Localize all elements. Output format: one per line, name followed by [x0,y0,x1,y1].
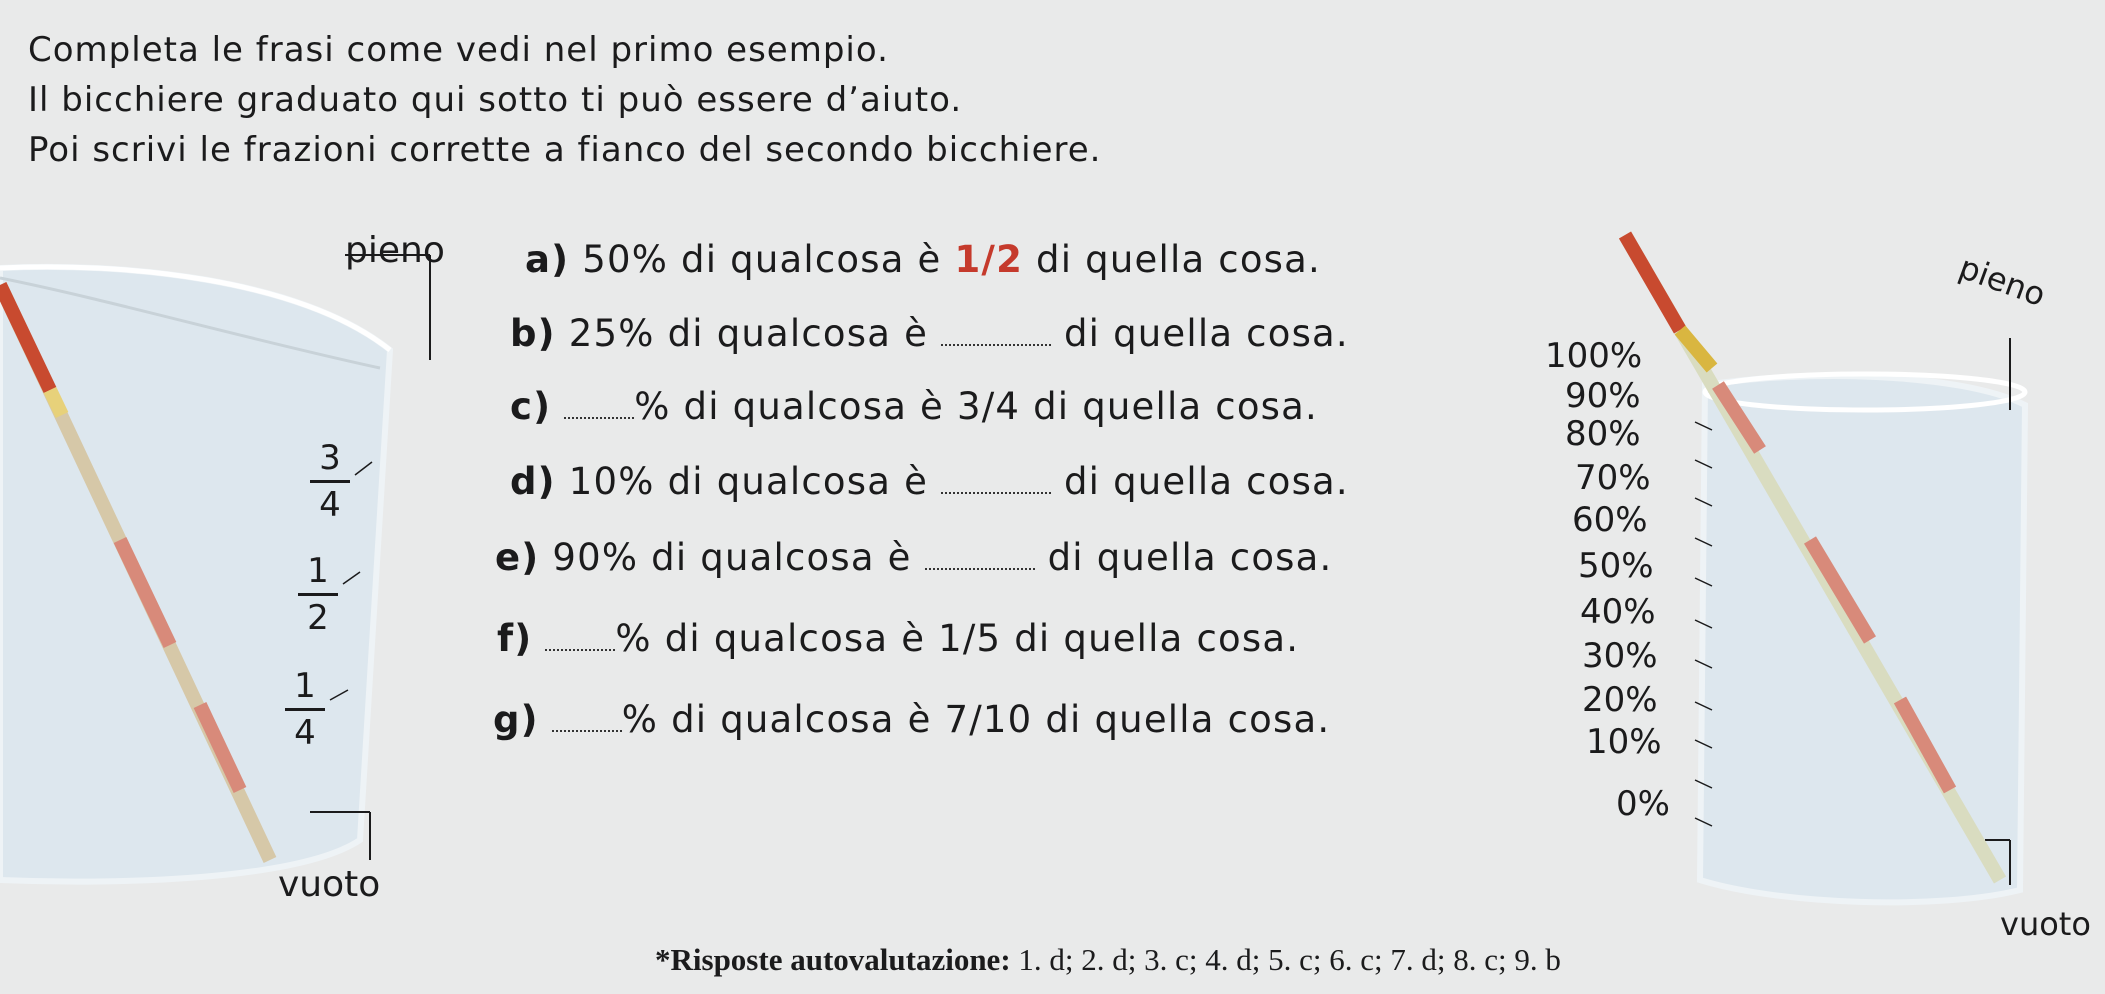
exercise-text-pre: 90% di qualcosa è [552,536,925,579]
answer-blank[interactable] [545,645,615,651]
answer-blank[interactable] [941,340,1051,346]
exercise-text-post: % di qualcosa è 1/5 di quella cosa. [615,617,1300,660]
percent-40: 40% [1580,592,1656,632]
percent-30: 30% [1582,636,1658,676]
instruction-line-3: Poi scrivi le frazioni corrette a fianco del secondo bicchiere. [28,130,1102,170]
fraction-denominator: 4 [319,485,341,525]
exercise-letter: a) [525,238,570,281]
exercise-text-post: % di qualcosa è 7/10 di quella cosa. [621,698,1331,741]
exercise-text-post: di quella cosa. [1051,312,1349,355]
footer-label: *Risposte autovalutazione: [655,942,1011,977]
answer-blank[interactable] [925,564,1035,570]
exercise-answer: 1/2 [954,238,1024,281]
left-glass-bottom-label: vuoto [278,864,381,905]
percent-50: 50% [1578,546,1654,586]
left-glass-top-label: pieno [345,230,445,271]
percent-70: 70% [1575,458,1651,498]
fraction-bar [310,480,350,483]
percent-20: 20% [1582,680,1658,720]
exercise-letter: c) [510,385,552,428]
exercise-e [495,536,1332,579]
exercise-text-pre: 25% di qualcosa è [568,312,941,355]
fraction-three-quarters [310,440,350,523]
exercise-b [510,312,1349,355]
footer-text: 1. d; 2. d; 3. c; 4. d; 5. c; 6. c; 7. d; 8. c; 9. b [1010,942,1561,977]
self-assessment-answers [655,942,1561,978]
percent-10: 10% [1586,722,1662,762]
answer-blank[interactable] [941,488,1051,494]
exercise-text-post: di quella cosa. [1023,238,1321,281]
fraction-denominator: 2 [307,598,329,638]
percent-100: 100% [1545,336,1643,376]
exercise-text-post: di quella cosa. [1051,460,1349,503]
exercise-f [497,617,1299,660]
percent-0: 0% [1616,784,1670,824]
percent-80: 80% [1565,414,1641,454]
fraction-numerator: 1 [307,551,329,591]
fraction-one-half [298,553,338,636]
exercise-letter: f) [497,617,533,660]
fraction-denominator: 4 [294,713,316,753]
exercise-text-pre: 50% di qualcosa è [582,238,955,281]
right-glass-bottom-label: vuoto [2000,905,2091,943]
instruction-line-2: Il bicchiere graduato qui sotto ti può essere d’aiuto. [28,80,963,120]
percent-90: 90% [1565,376,1641,416]
exercise-letter: g) [493,698,539,741]
percent-60: 60% [1572,500,1648,540]
fraction-bar [298,593,338,596]
answer-blank[interactable] [564,413,634,419]
right-glass [1625,235,2025,902]
exercise-text-pre: 10% di qualcosa è [568,460,941,503]
exercise-letter: b) [510,312,556,355]
exercise-g [493,698,1330,741]
answer-blank[interactable] [552,726,622,732]
right-glass-top-label: pieno [1954,247,2051,315]
left-glass [0,255,430,882]
exercise-letter: d) [510,460,556,503]
fraction-numerator: 3 [319,438,341,478]
exercise-text-post: % di qualcosa è 3/4 di quella cosa. [634,385,1318,428]
exercise-c [510,385,1318,428]
fraction-bar [285,708,325,711]
exercise-text-post: di quella cosa. [1034,536,1333,579]
exercise-letter: e) [495,536,540,579]
instruction-line-1: Completa le frasi come vedi nel primo esempio. [28,30,889,70]
exercise-d [510,460,1349,503]
fraction-one-quarter [285,668,325,751]
fraction-numerator: 1 [294,666,316,706]
exercise-a [525,238,1321,281]
